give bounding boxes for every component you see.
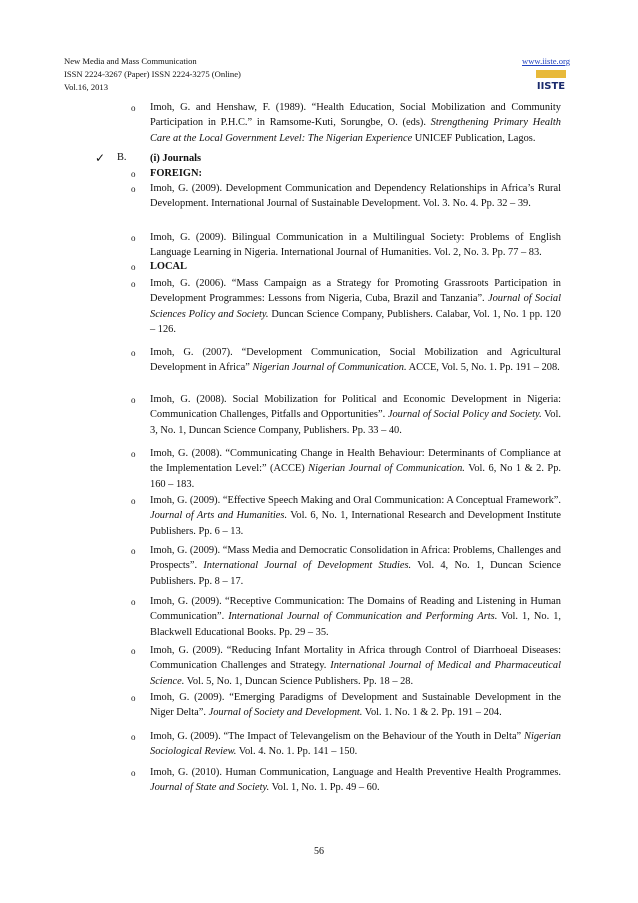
reference-text: Imoh, G. (2009). “The Impact of Televangelism on the Behaviour of the Youth in Delta”: [150, 731, 525, 742]
reference-text: Imoh, G. (2009). “Receptive Communication: The Domains of Reading and Listening in Human Communication”.: [150, 596, 561, 623]
reference-title: International Journal of Development Studies.: [203, 560, 412, 572]
page-number: 56: [314, 846, 324, 857]
checkmark-icon: ✓: [95, 151, 106, 165]
reference-text: Imoh, G. (2009). Development Communication and Dependency Relationships in Africa’s Rural Development. International Journal of Sustainable Development. Vol. 3. No. 4. Pp. 32 – 39.: [150, 183, 561, 210]
section-title: [150, 151, 561, 166]
reference-title: Journal of State and Society.: [150, 782, 270, 794]
reference-entry: [150, 100, 561, 146]
journal-name: New Media and Mass Communication: [64, 56, 197, 66]
reference-text: Vol. 4, No. 1, Duncan Science Publishers. Pp. 8 – 17.: [150, 560, 562, 587]
issn-line: ISSN 2224-3267 (Paper) ISSN 2224-3275 (Online): [64, 69, 241, 79]
list-bullet: o: [131, 496, 136, 506]
reference-text: Imoh, G. (2009). “Mass Media and Democratic Consolidation in Africa: Problems, Challenges and Prospects”.: [150, 545, 561, 572]
list-bullet: o: [131, 449, 136, 459]
reference-entry: [150, 276, 561, 338]
reference-entry: [150, 493, 561, 539]
iiste-logo: [534, 68, 568, 92]
list-bullet: o: [131, 348, 136, 358]
reference-text: Vol. 6, No. 1, International Research and Development Institute Publishers. Pp. 6 – 13.: [150, 510, 561, 537]
reference-entry: [150, 765, 561, 796]
reference-title: Journal of Arts and Humanities.: [150, 510, 288, 522]
reference-text: Vol. 3, No. 1, Duncan Science Company, Publishers. Pp. 33 – 40.: [150, 409, 561, 436]
list-bullet: o: [131, 646, 136, 656]
list-bullet: o: [131, 732, 136, 742]
list-bullet: o: [131, 597, 136, 607]
reference-text: Imoh, G. and Henshaw, F. (1989). “Health Education, Social Mobilization and Community Participation in P.H.C.” in Ramsome-Kuti, Sorungbe, O. (eds).: [150, 102, 561, 129]
list-bullet: o: [131, 262, 136, 272]
reference-title: International Journal of Medical and Pharmaceutical Science.: [150, 660, 561, 687]
reference-entry: [150, 181, 561, 212]
local-heading: LOCAL: [150, 261, 187, 272]
reference-text: Vol. 1. No. 1 & 2. Pp. 191 – 204.: [362, 707, 502, 719]
logo-band: [536, 70, 566, 78]
reference-text: Imoh, G. (2006). “Mass Campaign as a Strategy for Promoting Grassroots Participation in Development Programmes: Lessons from Nigeria, Cuba, Brazil and Tanzania”.: [150, 278, 561, 305]
reference-text: Vol. 1, No. 1. Pp. 49 – 60.: [269, 782, 380, 794]
reference-title: Nigerian Journal of Communication.: [308, 463, 465, 475]
list-bullet: o: [131, 768, 136, 778]
reference-text: Vol. 1, No. 1, Blackwell Educational Books. Pp. 29 – 35.: [150, 611, 562, 638]
reference-text: Imoh, G. (2008). Social Mobilization for Political and Economic Development in Nigeria: Communication Challenges, Pitfalls and Opportunities”.: [150, 394, 561, 421]
reference-entry: [150, 690, 561, 721]
logo-text: IISTE: [536, 81, 566, 92]
reference-entry: [150, 729, 561, 760]
reference-entry: [150, 594, 561, 640]
list-bullet: o: [131, 169, 136, 179]
section-title-text: (i) Journals: [150, 153, 202, 164]
list-bullet: o: [131, 693, 136, 703]
reference-title: Strengthening Primary Health Care at the Local Government Level: The Nigerian Experience: [150, 117, 561, 144]
reference-text: Imoh, G. (2007). “Development Communication, Social Mobilization and Agricultural Development in Africa”: [150, 347, 561, 374]
reference-text: Imoh, G. (2009). Bilingual Communication in a Multilingual Society: Problems of English Language Learning in Nigeria. International Journal of Humanities. Vol. 2, No. 3. Pp. 77 – 83.: [150, 232, 561, 259]
list-bullet: o: [131, 546, 136, 556]
reference-text: UNICEF Publication, Lagos.: [412, 132, 536, 144]
list-bullet: o: [131, 233, 136, 243]
list-bullet: o: [131, 279, 136, 289]
reference-entry: [150, 446, 561, 492]
reference-title: Nigerian Sociological Review.: [150, 731, 561, 758]
reference-entry: [150, 345, 561, 376]
reference-text: Vol. 4. No. 1. Pp. 141 – 150.: [236, 746, 358, 758]
reference-text: Duncan Science Company, Publishers. Calabar, Vol. 1, No. 1 pp. 120 – 126.: [150, 308, 561, 336]
reference-text: Vol. 6, No 1 & 2. Pp. 160 – 183.: [150, 463, 561, 490]
reference-text: Imoh, G. (2009). “Effective Speech Making and Oral Communication: A Conceptual Framework”.: [150, 495, 561, 506]
reference-entry: [150, 543, 561, 589]
reference-title: Journal of Social Policy and Society.: [387, 409, 542, 421]
reference-text: Imoh, G. (2010). Human Communication, Language and Health Preventive Health Programmes.: [150, 767, 561, 778]
reference-title: Journal of Social Sciences Policy and Society.: [150, 293, 561, 320]
reference-title: Nigerian Journal of Communication.: [252, 362, 407, 374]
volume-line: Vol.16, 2013: [64, 82, 109, 92]
reference-text: Imoh, G. (2009). “Reducing Infant Mortality in Africa through Control of Diarrhoeal Diseases: Communication Challenges and Strategy.: [150, 645, 561, 672]
reference-text: Imoh, G. (2008). “Communicating Change in Health Behaviour: Determinants of Compliance at the Implementation Level:” (ACCE): [150, 448, 561, 475]
reference-text: Vol. 5, No. 1, Duncan Science Publishers. Pp. 18 – 28.: [184, 675, 414, 687]
list-bullet: o: [131, 184, 136, 194]
reference-title: Journal of Society and Development.: [208, 707, 363, 719]
reference-text: Imoh, G. (2009). “Emerging Paradigms of Development and Sustainable Development in the Niger Delta”.: [150, 692, 561, 719]
reference-entry: [150, 230, 561, 261]
reference-entry: [150, 643, 561, 689]
list-bullet: o: [131, 103, 136, 113]
reference-text: ACCE, Vol. 5, No. 1. Pp. 191 – 208.: [406, 362, 560, 374]
reference-title: International Journal of Communication and Performing Arts.: [228, 611, 498, 623]
journal-url-link[interactable]: www.iiste.org: [522, 56, 570, 66]
foreign-heading: FOREIGN:: [150, 168, 202, 179]
reference-entry: [150, 392, 561, 438]
section-letter: B.: [117, 152, 127, 163]
list-bullet: o: [131, 395, 136, 405]
